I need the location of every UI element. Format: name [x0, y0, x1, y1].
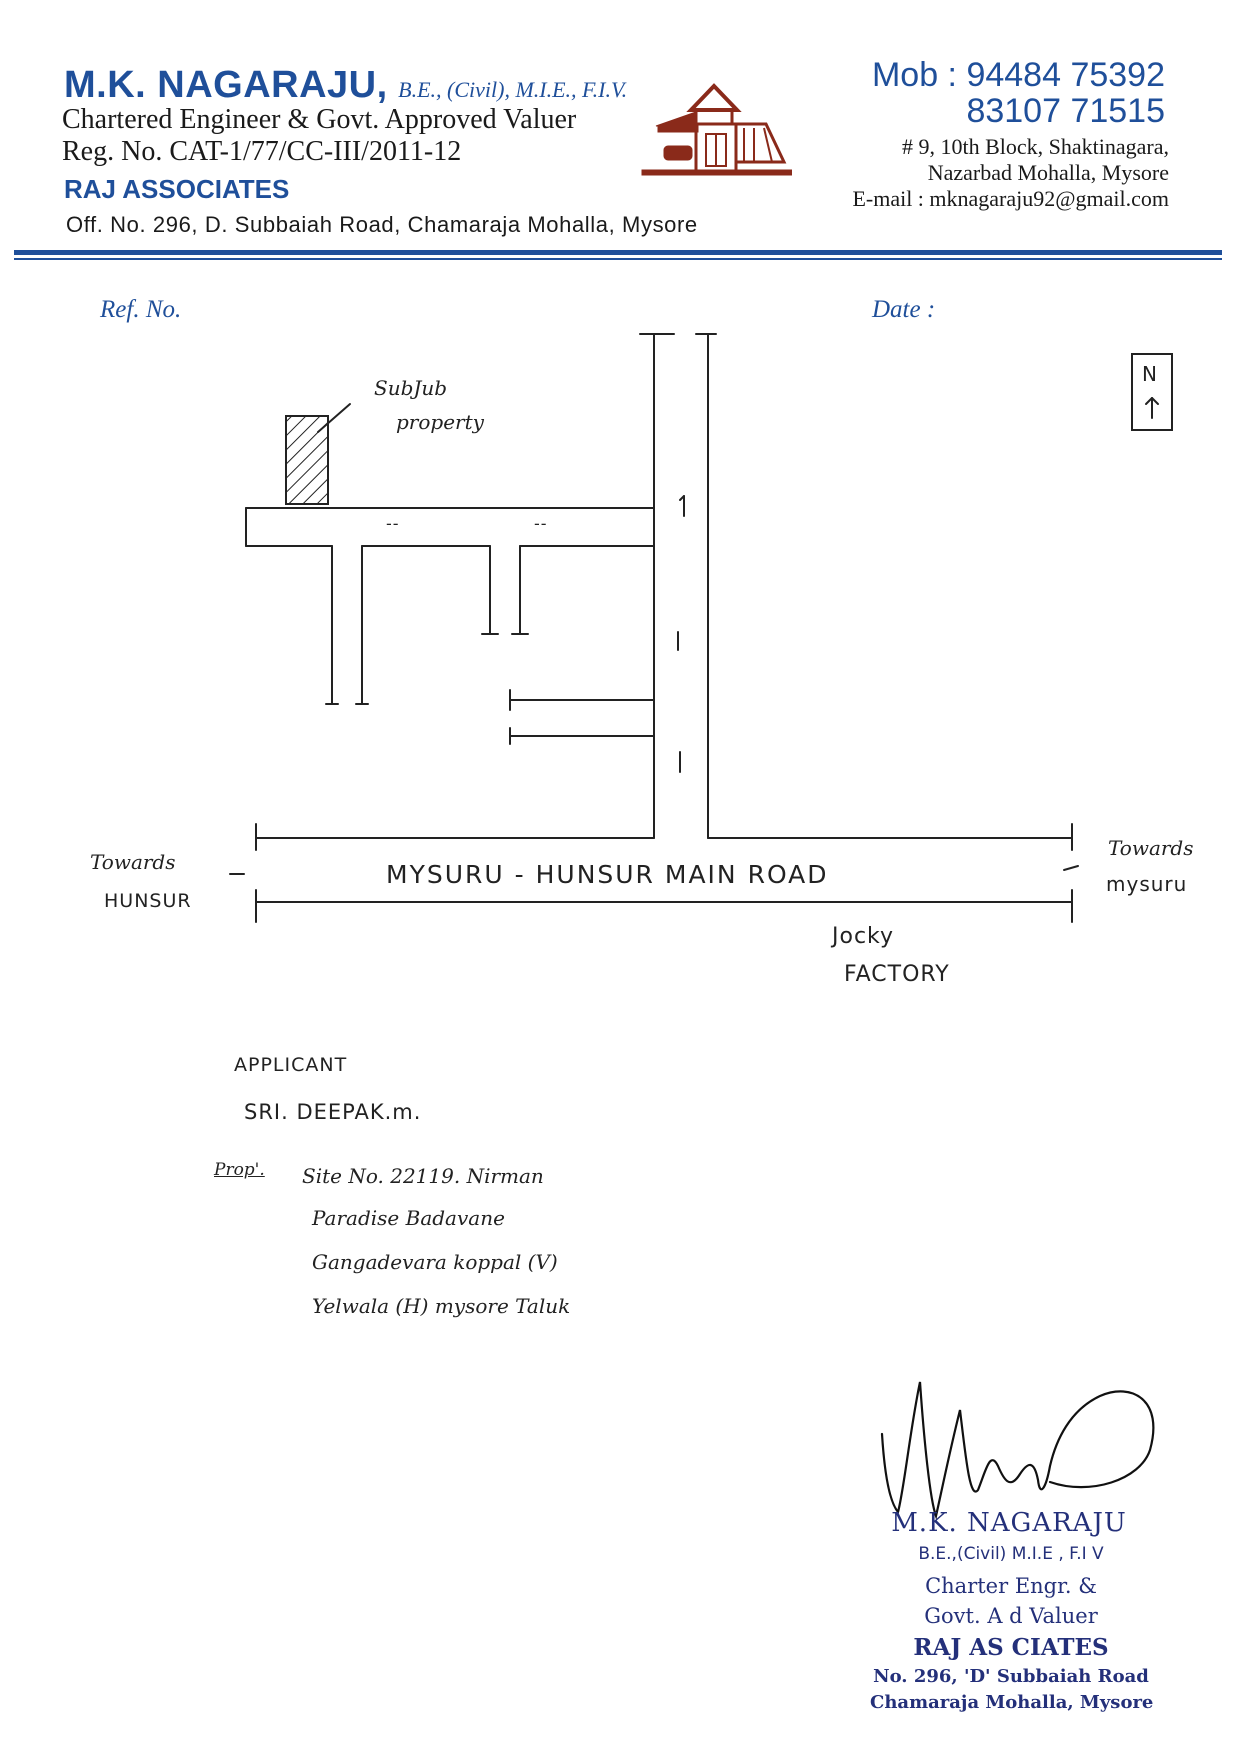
office-address: Off. No. 296, D. Subbaiah Road, Chamaraja Mohalla, Mysore — [66, 212, 698, 237]
property-line-4: Yelwala (H) mysore Taluk — [312, 1294, 571, 1318]
mobile-number-1: Mob : 94484 75392 — [871, 56, 1165, 94]
road-mark-left: -- — [386, 514, 400, 533]
signature — [870, 1370, 1170, 1530]
property-line-3: Gangadevara koppal (V) — [312, 1250, 558, 1274]
registration-number: Reg. No. CAT-1/77/CC-III/2011-12 — [62, 136, 462, 167]
engineer-name: M.K. NAGARAJU, — [64, 64, 388, 106]
email-address: E-mail : mknagaraju92@gmail.com — [852, 186, 1169, 211]
applicant-name: SRI. DEEPAK.m. — [244, 1100, 422, 1124]
right-towards-destination: mysuru — [1106, 872, 1188, 896]
stamp-address-line-2: Chamaraja Mohalla, Mysore — [870, 1692, 1154, 1713]
north-label: N — [1142, 362, 1158, 386]
ref-no-label: Ref. No. — [100, 296, 182, 323]
property-line-1: Site No. 22119. Nirman — [302, 1164, 544, 1188]
left-towards-label: Towards — [90, 850, 176, 874]
stamp-firm: RAJ AS CIATES — [913, 1634, 1109, 1661]
landmark-line-2: FACTORY — [844, 962, 950, 987]
right-towards-label: Towards — [1108, 836, 1194, 860]
stamp-address-line-1: No. 296, 'D' Subbaiah Road — [873, 1666, 1149, 1687]
engineer-qualifications: B.E., (Civil), M.I.E., F.I.V. — [398, 77, 628, 102]
property-line-2: Paradise Badavane — [312, 1206, 505, 1230]
landmark-line-1: Jocky — [832, 924, 895, 949]
left-towards-destination: HUNSUR — [104, 890, 192, 912]
stamp-name: M.K. NAGARAJU — [891, 1508, 1127, 1538]
stamp-line-2: Govt. A d Valuer — [924, 1604, 1098, 1628]
residence-address-line-2: Nazarbad Mohalla, Mysore — [927, 160, 1169, 185]
property-label: Prop'. — [214, 1160, 265, 1180]
date-label: Date : — [872, 296, 936, 323]
stamp-qualifications: B.E.,(Civil) M.I.E , F.I V — [918, 1544, 1104, 1564]
subject-property-plot — [286, 416, 328, 504]
designation: Chartered Engineer & Govt. Approved Valuer — [62, 104, 577, 135]
main-road-name: MYSURU - HUNSUR MAIN ROAD — [386, 860, 829, 889]
road-mark-right: -- — [534, 514, 548, 533]
subject-label-line-1: SubJub — [374, 376, 448, 400]
residence-address-line-1: # 9, 10th Block, Shaktinagara, — [901, 134, 1169, 159]
stamp-line-1: Charter Engr. & — [925, 1574, 1097, 1598]
applicant-label: APPLICANT — [234, 1054, 348, 1076]
firm-name: RAJ ASSOCIATES — [64, 174, 290, 204]
mobile-number-2: 83107 71515 — [966, 92, 1165, 130]
subject-label-line-2: property — [396, 410, 484, 434]
